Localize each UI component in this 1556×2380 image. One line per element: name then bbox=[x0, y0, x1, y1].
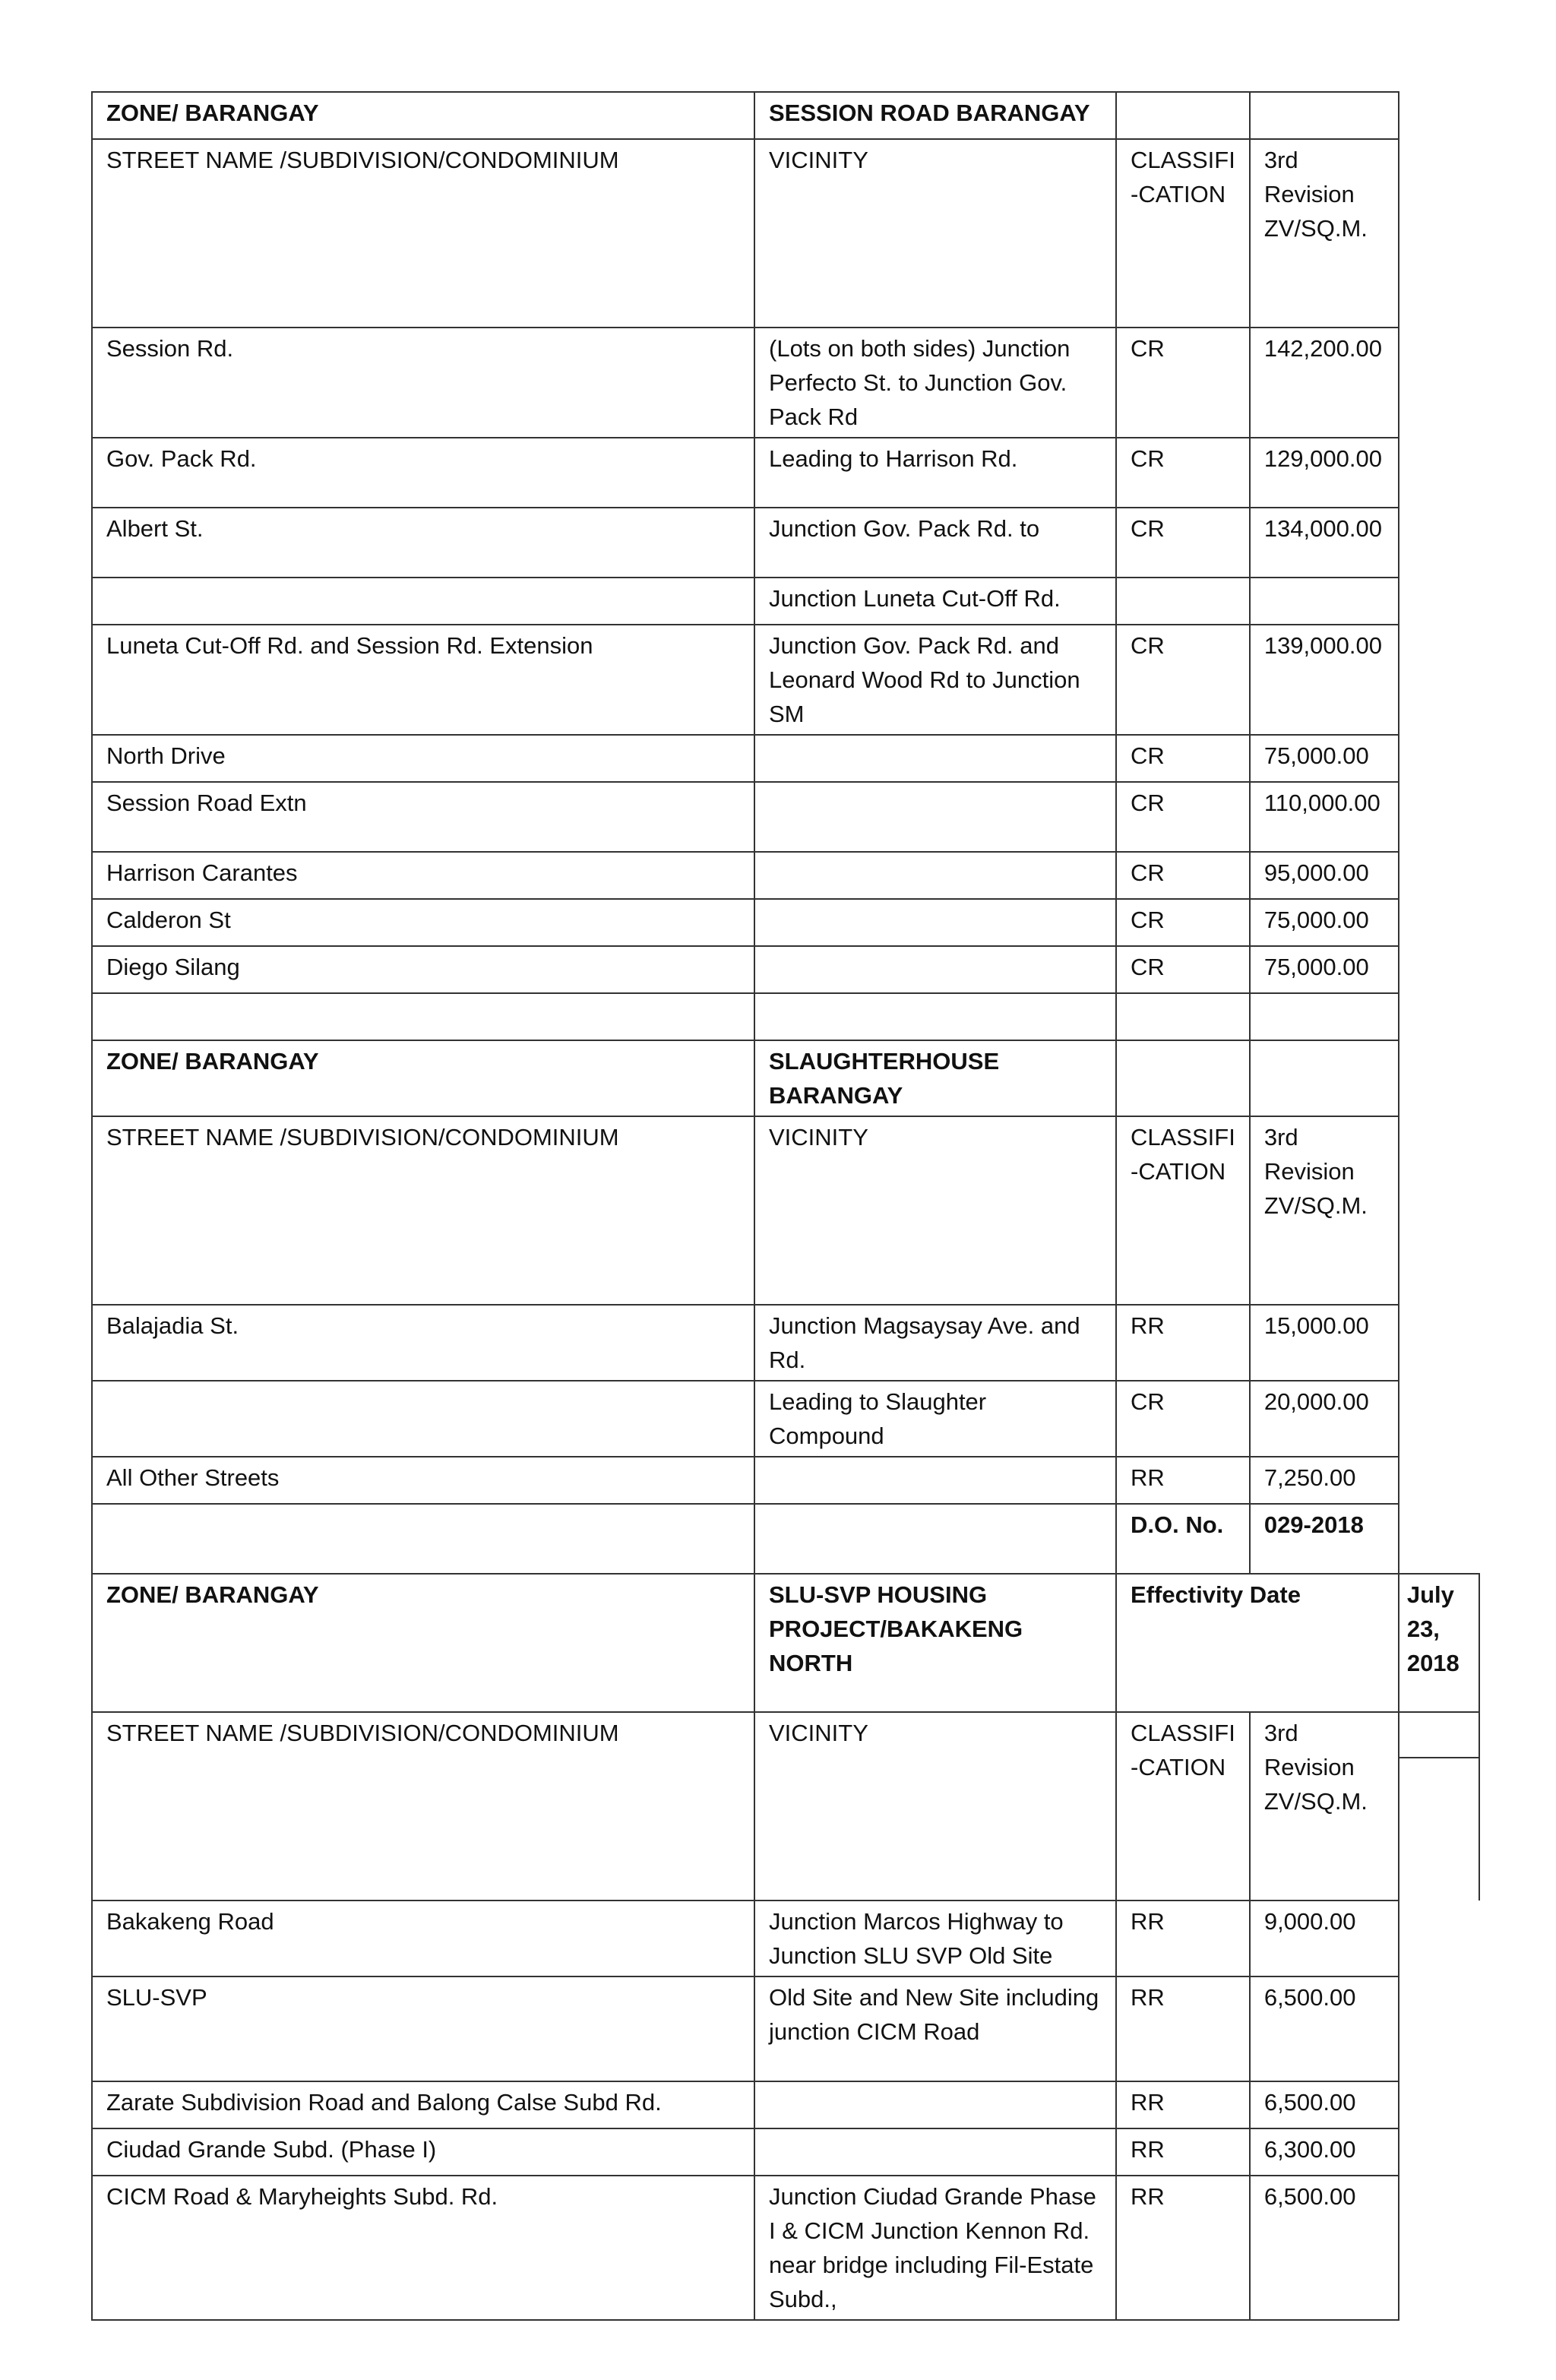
vicinity: Junction Gov. Pack Rd. and Leonard Wood Rd to Junction SM bbox=[754, 625, 1116, 735]
zonal-value: 6,500.00 bbox=[1250, 1976, 1399, 2081]
header-revision: 3rd Revision ZV/SQ.M. bbox=[1250, 139, 1399, 328]
classification: RR bbox=[1116, 2081, 1250, 2128]
header-classification: CLASSIFI -CATION bbox=[1116, 1116, 1250, 1305]
header-revision: 3rd Revision ZV/SQ.M. bbox=[1250, 1116, 1399, 1305]
classification: RR bbox=[1116, 1901, 1250, 1976]
street-name: Zarate Subdivision Road and Balong Calse Subd Rd. bbox=[92, 2081, 754, 2128]
empty-cell bbox=[754, 1504, 1116, 1574]
empty-cell bbox=[1250, 92, 1399, 139]
street-name: Session Rd. bbox=[92, 328, 754, 438]
do-number-label: D.O. No. bbox=[1116, 1504, 1250, 1574]
classification: CR bbox=[1116, 1381, 1250, 1457]
street-name: SLU-SVP bbox=[92, 1976, 754, 2081]
barangay-name: SESSION ROAD BARANGAY bbox=[754, 92, 1116, 139]
zonal-value: 110,000.00 bbox=[1250, 782, 1399, 852]
zonal-value: 75,000.00 bbox=[1250, 946, 1399, 993]
header-street: STREET NAME /SUBDIVISION/CONDOMINIUM bbox=[92, 139, 754, 328]
classification: CR bbox=[1116, 852, 1250, 899]
zonal-value: 75,000.00 bbox=[1250, 735, 1399, 782]
vicinity bbox=[754, 946, 1116, 993]
empty-cell bbox=[754, 993, 1116, 1040]
classification: RR bbox=[1116, 2128, 1250, 2176]
street-name: Ciudad Grande Subd. (Phase I) bbox=[92, 2128, 754, 2176]
empty-cell bbox=[1116, 993, 1250, 1040]
vicinity: Old Site and New Site including junction CICM Road bbox=[754, 1976, 1116, 2081]
barangay-name: SLAUGHTERHOUSE BARANGAY bbox=[754, 1040, 1116, 1116]
street-name: Calderon St bbox=[92, 899, 754, 946]
street-name: All Other Streets bbox=[92, 1457, 754, 1504]
zonal-value: 139,000.00 bbox=[1250, 625, 1399, 735]
barangay-name: SLU-SVP HOUSING PROJECT/BAKAKENG NORTH bbox=[754, 1574, 1116, 1712]
classification: CR bbox=[1116, 438, 1250, 508]
zonal-value: 7,250.00 bbox=[1250, 1457, 1399, 1504]
street-name: CICM Road & Maryheights Subd. Rd. bbox=[92, 2176, 754, 2320]
zonal-value: 95,000.00 bbox=[1250, 852, 1399, 899]
street-name: Diego Silang bbox=[92, 946, 754, 993]
empty-cell bbox=[92, 1504, 754, 1574]
classification: CR bbox=[1116, 946, 1250, 993]
zonal-value: 142,200.00 bbox=[1250, 328, 1399, 438]
do-number-value: 029-2018 bbox=[1250, 1504, 1399, 1574]
header-street: STREET NAME /SUBDIVISION/CONDOMINIUM bbox=[92, 1116, 754, 1305]
street-name: Harrison Carantes bbox=[92, 852, 754, 899]
vicinity bbox=[754, 2081, 1116, 2128]
zone-label: ZONE/ BARANGAY bbox=[92, 1574, 754, 1712]
zone-label: ZONE/ BARANGAY bbox=[92, 1040, 754, 1116]
empty-cell bbox=[1250, 1040, 1399, 1116]
street-name: Balajadia St. bbox=[92, 1305, 754, 1381]
empty-cell bbox=[92, 993, 754, 1040]
vicinity: Leading to Harrison Rd. bbox=[754, 438, 1116, 508]
vicinity: Junction Gov. Pack Rd. to bbox=[754, 508, 1116, 578]
street-name bbox=[92, 578, 754, 625]
zonal-value bbox=[1250, 578, 1399, 625]
street-name: Bakakeng Road bbox=[92, 1901, 754, 1976]
street-name: Albert St. bbox=[92, 508, 754, 578]
header-classification: CLASSIFI -CATION bbox=[1116, 139, 1250, 328]
classification: RR bbox=[1116, 1457, 1250, 1504]
zonal-value: 75,000.00 bbox=[1250, 899, 1399, 946]
vicinity: Junction Luneta Cut-Off Rd. bbox=[754, 578, 1116, 625]
vicinity: Junction Ciudad Grande Phase I & CICM Junction Kennon Rd. near bridge including Fil-Estate Subd., bbox=[754, 2176, 1116, 2320]
vicinity: (Lots on both sides) Junction Perfecto St. to Junction Gov. Pack Rd bbox=[754, 328, 1116, 438]
zonal-value: 15,000.00 bbox=[1250, 1305, 1399, 1381]
vicinity: Junction Marcos Highway to Junction SLU SVP Old Site bbox=[754, 1901, 1116, 1976]
header-vicinity: VICINITY bbox=[754, 1116, 1116, 1305]
zonal-value: 6,300.00 bbox=[1250, 2128, 1399, 2176]
zonal-value: 129,000.00 bbox=[1250, 438, 1399, 508]
classification: CR bbox=[1116, 782, 1250, 852]
classification: RR bbox=[1116, 1305, 1250, 1381]
zonal-value: 134,000.00 bbox=[1250, 508, 1399, 578]
classification: CR bbox=[1116, 735, 1250, 782]
classification: CR bbox=[1116, 899, 1250, 946]
header-revision: 3rd Revision ZV/SQ.M. bbox=[1250, 1712, 1399, 1901]
vicinity bbox=[754, 852, 1116, 899]
effectivity-date-label: Effectivity Date bbox=[1116, 1574, 1399, 1712]
classification: CR bbox=[1116, 328, 1250, 438]
zonal-value: 6,500.00 bbox=[1250, 2176, 1399, 2320]
empty-cell bbox=[1250, 993, 1399, 1040]
classification: RR bbox=[1116, 2176, 1250, 2320]
zonal-value: 6,500.00 bbox=[1250, 2081, 1399, 2128]
effectivity-date-value: July 23, 2018 bbox=[1399, 1574, 1479, 1712]
classification: RR bbox=[1116, 1976, 1250, 2081]
vicinity: Junction Magsaysay Ave. and Rd. bbox=[754, 1305, 1116, 1381]
classification: CR bbox=[1116, 508, 1250, 578]
empty-cell bbox=[1116, 1040, 1250, 1116]
zonal-value: 20,000.00 bbox=[1250, 1381, 1399, 1457]
zone-label: ZONE/ BARANGAY bbox=[92, 92, 754, 139]
header-classification: CLASSIFI -CATION bbox=[1116, 1712, 1250, 1901]
vicinity: Leading to Slaughter Compound bbox=[754, 1381, 1116, 1457]
header-vicinity: VICINITY bbox=[754, 139, 1116, 328]
vicinity bbox=[754, 2128, 1116, 2176]
vicinity bbox=[754, 899, 1116, 946]
classification: CR bbox=[1116, 625, 1250, 735]
street-name: Gov. Pack Rd. bbox=[92, 438, 754, 508]
zonal-value: 9,000.00 bbox=[1250, 1901, 1399, 1976]
header-street: STREET NAME /SUBDIVISION/CONDOMINIUM bbox=[92, 1712, 754, 1901]
empty-cell bbox=[1116, 92, 1250, 139]
empty-cell bbox=[1399, 1712, 1479, 1901]
vicinity bbox=[754, 735, 1116, 782]
vicinity bbox=[754, 1457, 1116, 1504]
street-name: Luneta Cut-Off Rd. and Session Rd. Extension bbox=[92, 625, 754, 735]
street-name bbox=[92, 1381, 754, 1457]
zonal-value-table bbox=[91, 91, 1480, 2321]
street-name: North Drive bbox=[92, 735, 754, 782]
classification bbox=[1116, 578, 1250, 625]
street-name: Session Road Extn bbox=[92, 782, 754, 852]
header-vicinity: VICINITY bbox=[754, 1712, 1116, 1901]
vicinity bbox=[754, 782, 1116, 852]
